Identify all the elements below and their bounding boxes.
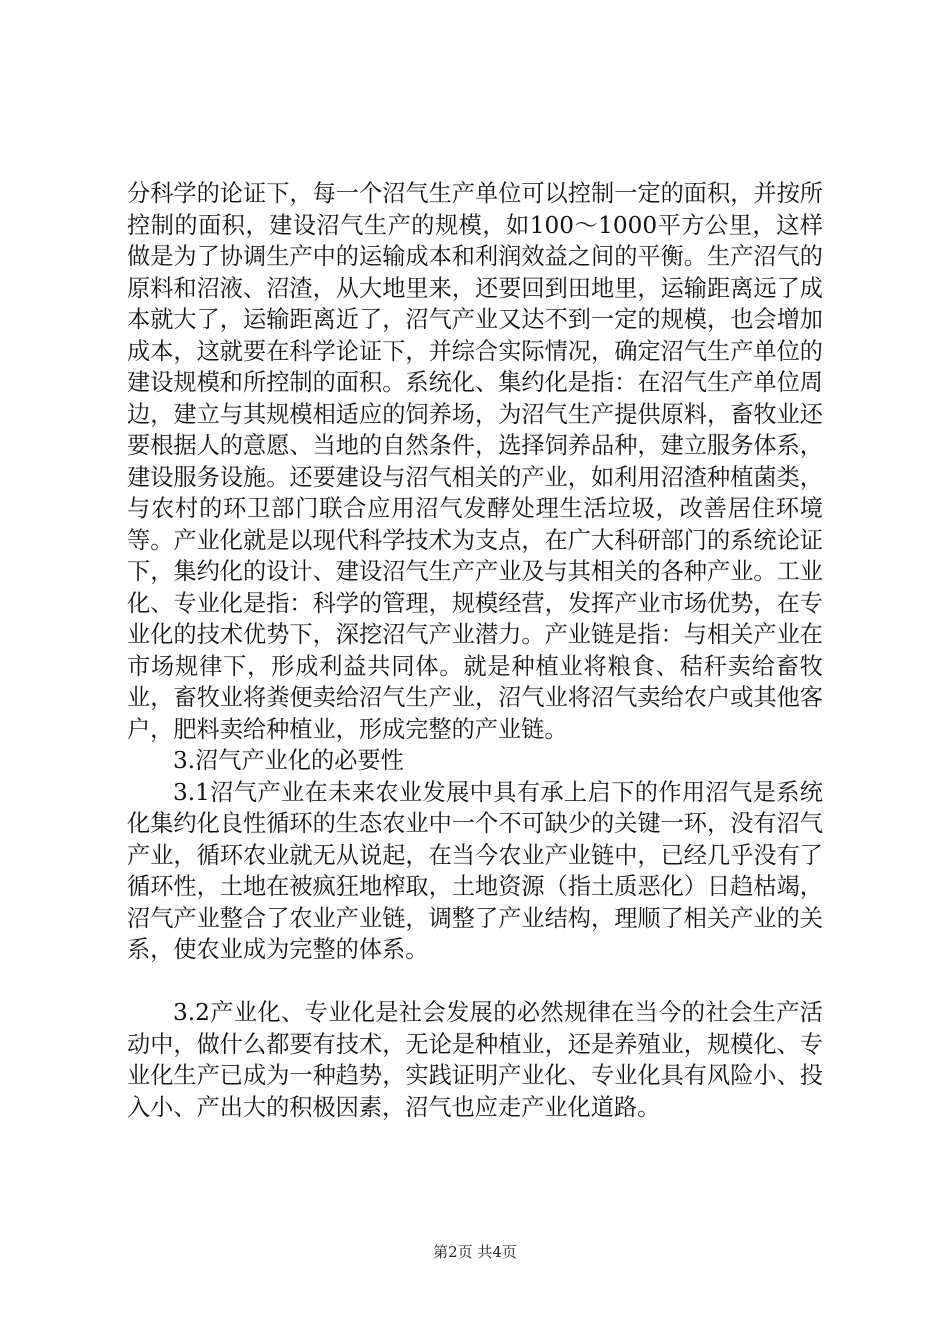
paragraph-scale-and-industrialization: 分科学的论证下，每一个沼气生产单位可以控制一定的面积，并按所控制的面积，建设沼气生产的规模，如100～1000平方公里，这样做是为了协调生产中的运输成本和利润效益之间的平衡。生产沼气的原料和沼液、沼渣，从大地里来，还要回到田地里，运输距离远了成本就大了，运输距离近了，沼气产业又达不到一定的规模，也会增加成本，这就要在科学论证下，并综合实际情况，确定沼气生产单位的建设规模和所控制的面积。系统化、集约化是指：在沼气生产单位周边，建立与其规模相适应的饲养场，为沼气生产提供原料，畜牧业还要根据人的意愿、当地的自然条件，选择饲养品种，建立服务体系，建设服务设施。还要建设与沼气相关的产业，如利用沼渣种植菌类，与农村的环卫部门联合应用沼气发酵处理生活垃圾，改善居住环境等。产业化就是以现代科学技术为支点，在广大科研部门的系统论证下，集约化的设计、建设沼气生产产业及与其相关的各种产业。工业化、专业化是指：科学的管理，规模经营，发挥产业市场优势，在专业化的技术优势下，深挖沼气产业潜力。产业链是指：与相关产业在市场规律下，形成利益共同体。就是种植业将粮食、秸秆卖给畜牧业，畜牧业将粪便卖给沼气生产业，沼气业将沼气卖给农户或其他客户，肥料卖给种植业，形成完整的产业链。 (127, 180, 823, 743)
page-number-footer: 第2页 共4页 (433, 1243, 517, 1261)
section-heading-necessity: 3.沼气产业化的必要性 (173, 747, 404, 774)
document-body (127, 178, 823, 1123)
paragraph-3-2: 3.2产业化、专业化是社会发展的必然规律在当今的社会生产活动中，做什么都要有技术，无论是种植业，还是养殖业，规模化、专业化生产已成为一种趋势，实践证明产业化、专业化具有风险小、投入小、产出大的积极因素，沼气也应走产业化道路。 (127, 999, 823, 1121)
paragraph-3-1: 3.1沼气产业在未来农业发展中具有承上启下的作用沼气是系统化集约化良性循环的生态农业中一个不可缺少的关键一环，没有沼气产业，循环农业就无从说起，在当今农业产业链中，已经几乎没有了循环性，土地在被疯狂地榨取，土地资源（指土质恶化）日趋枯竭，沼气产业整合了农业产业链，调整了产业结构，理顺了相关产业的关系，使农业成为完整的体系。 (127, 778, 823, 963)
